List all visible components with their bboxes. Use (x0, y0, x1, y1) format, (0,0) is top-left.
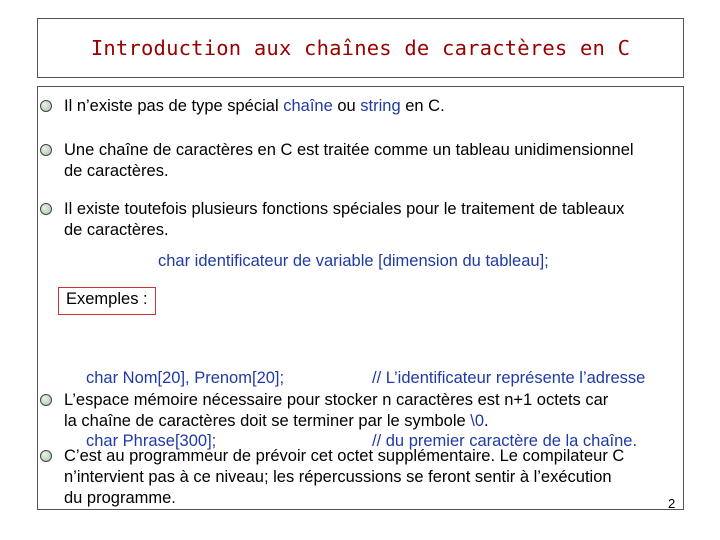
text-line (64, 411, 690, 432)
keyword-null-char: \0 (470, 412, 485, 430)
bullet-dot-icon (40, 450, 52, 462)
bullet-no-string-type (40, 96, 690, 117)
bullet-text (64, 140, 690, 182)
comment-line: // L’identificateur représente l’adresse (372, 369, 646, 387)
code-line: char Nom[20], Prenom[20]; (86, 369, 285, 387)
syntax-line: char identificateur de variable [dimension du tableau]; (158, 252, 549, 270)
text-line: Une chaîne de caractères en C est traitée comme un tableau unidimensionnel (64, 141, 634, 159)
text-line: de caractères. (64, 162, 169, 180)
bullet-programmer-note (40, 446, 690, 509)
keyword-string: string (360, 97, 401, 115)
text-segment: en C. (400, 97, 445, 115)
text-segment: ou (332, 97, 361, 115)
text-line: L’espace mémoire nécessaire pour stocker n caractères est n+1 octets car (64, 391, 609, 409)
title-box (37, 18, 684, 78)
text-segment: la chaîne de caractères doit se terminer par le symbole (64, 412, 471, 430)
examples-label-box: Exemples : (58, 287, 156, 315)
comment-line: // du premier caractère de la chaîne. (372, 432, 638, 450)
bullet-memory-space (40, 390, 690, 432)
keyword-chaine: chaîne (283, 97, 333, 115)
bullet-text (64, 96, 690, 117)
bullet-text (64, 390, 690, 432)
bullet-dot-icon (40, 100, 52, 112)
text-segment: Il n’existe pas de type spécial (64, 97, 284, 115)
code-line: char Phrase[300]; (86, 432, 217, 450)
text-segment: . (484, 412, 489, 430)
text-line: du programme. (64, 489, 176, 507)
slide-title: Introduction aux chaînes de caractères en C (90, 36, 631, 60)
bullet-dot-icon (40, 144, 52, 156)
bullet-special-functions (40, 199, 690, 241)
bullet-text (64, 199, 690, 241)
text-line: n’intervient pas à ce niveau; les répercussions se feront sentir à l’exécution (64, 468, 612, 486)
text-line: C’est au programmeur de prévoir cet octet supplémentaire. Le compilateur C (64, 447, 625, 465)
bullet-dot-icon (40, 394, 52, 406)
page-number: 2 (668, 496, 676, 511)
bullet-text (64, 446, 690, 509)
text-line: de caractères. (64, 221, 169, 239)
bullet-char-array (40, 140, 690, 182)
text-line: Il existe toutefois plusieurs fonctions spéciales pour le traitement de tableaux (64, 200, 625, 218)
bullet-dot-icon (40, 203, 52, 215)
